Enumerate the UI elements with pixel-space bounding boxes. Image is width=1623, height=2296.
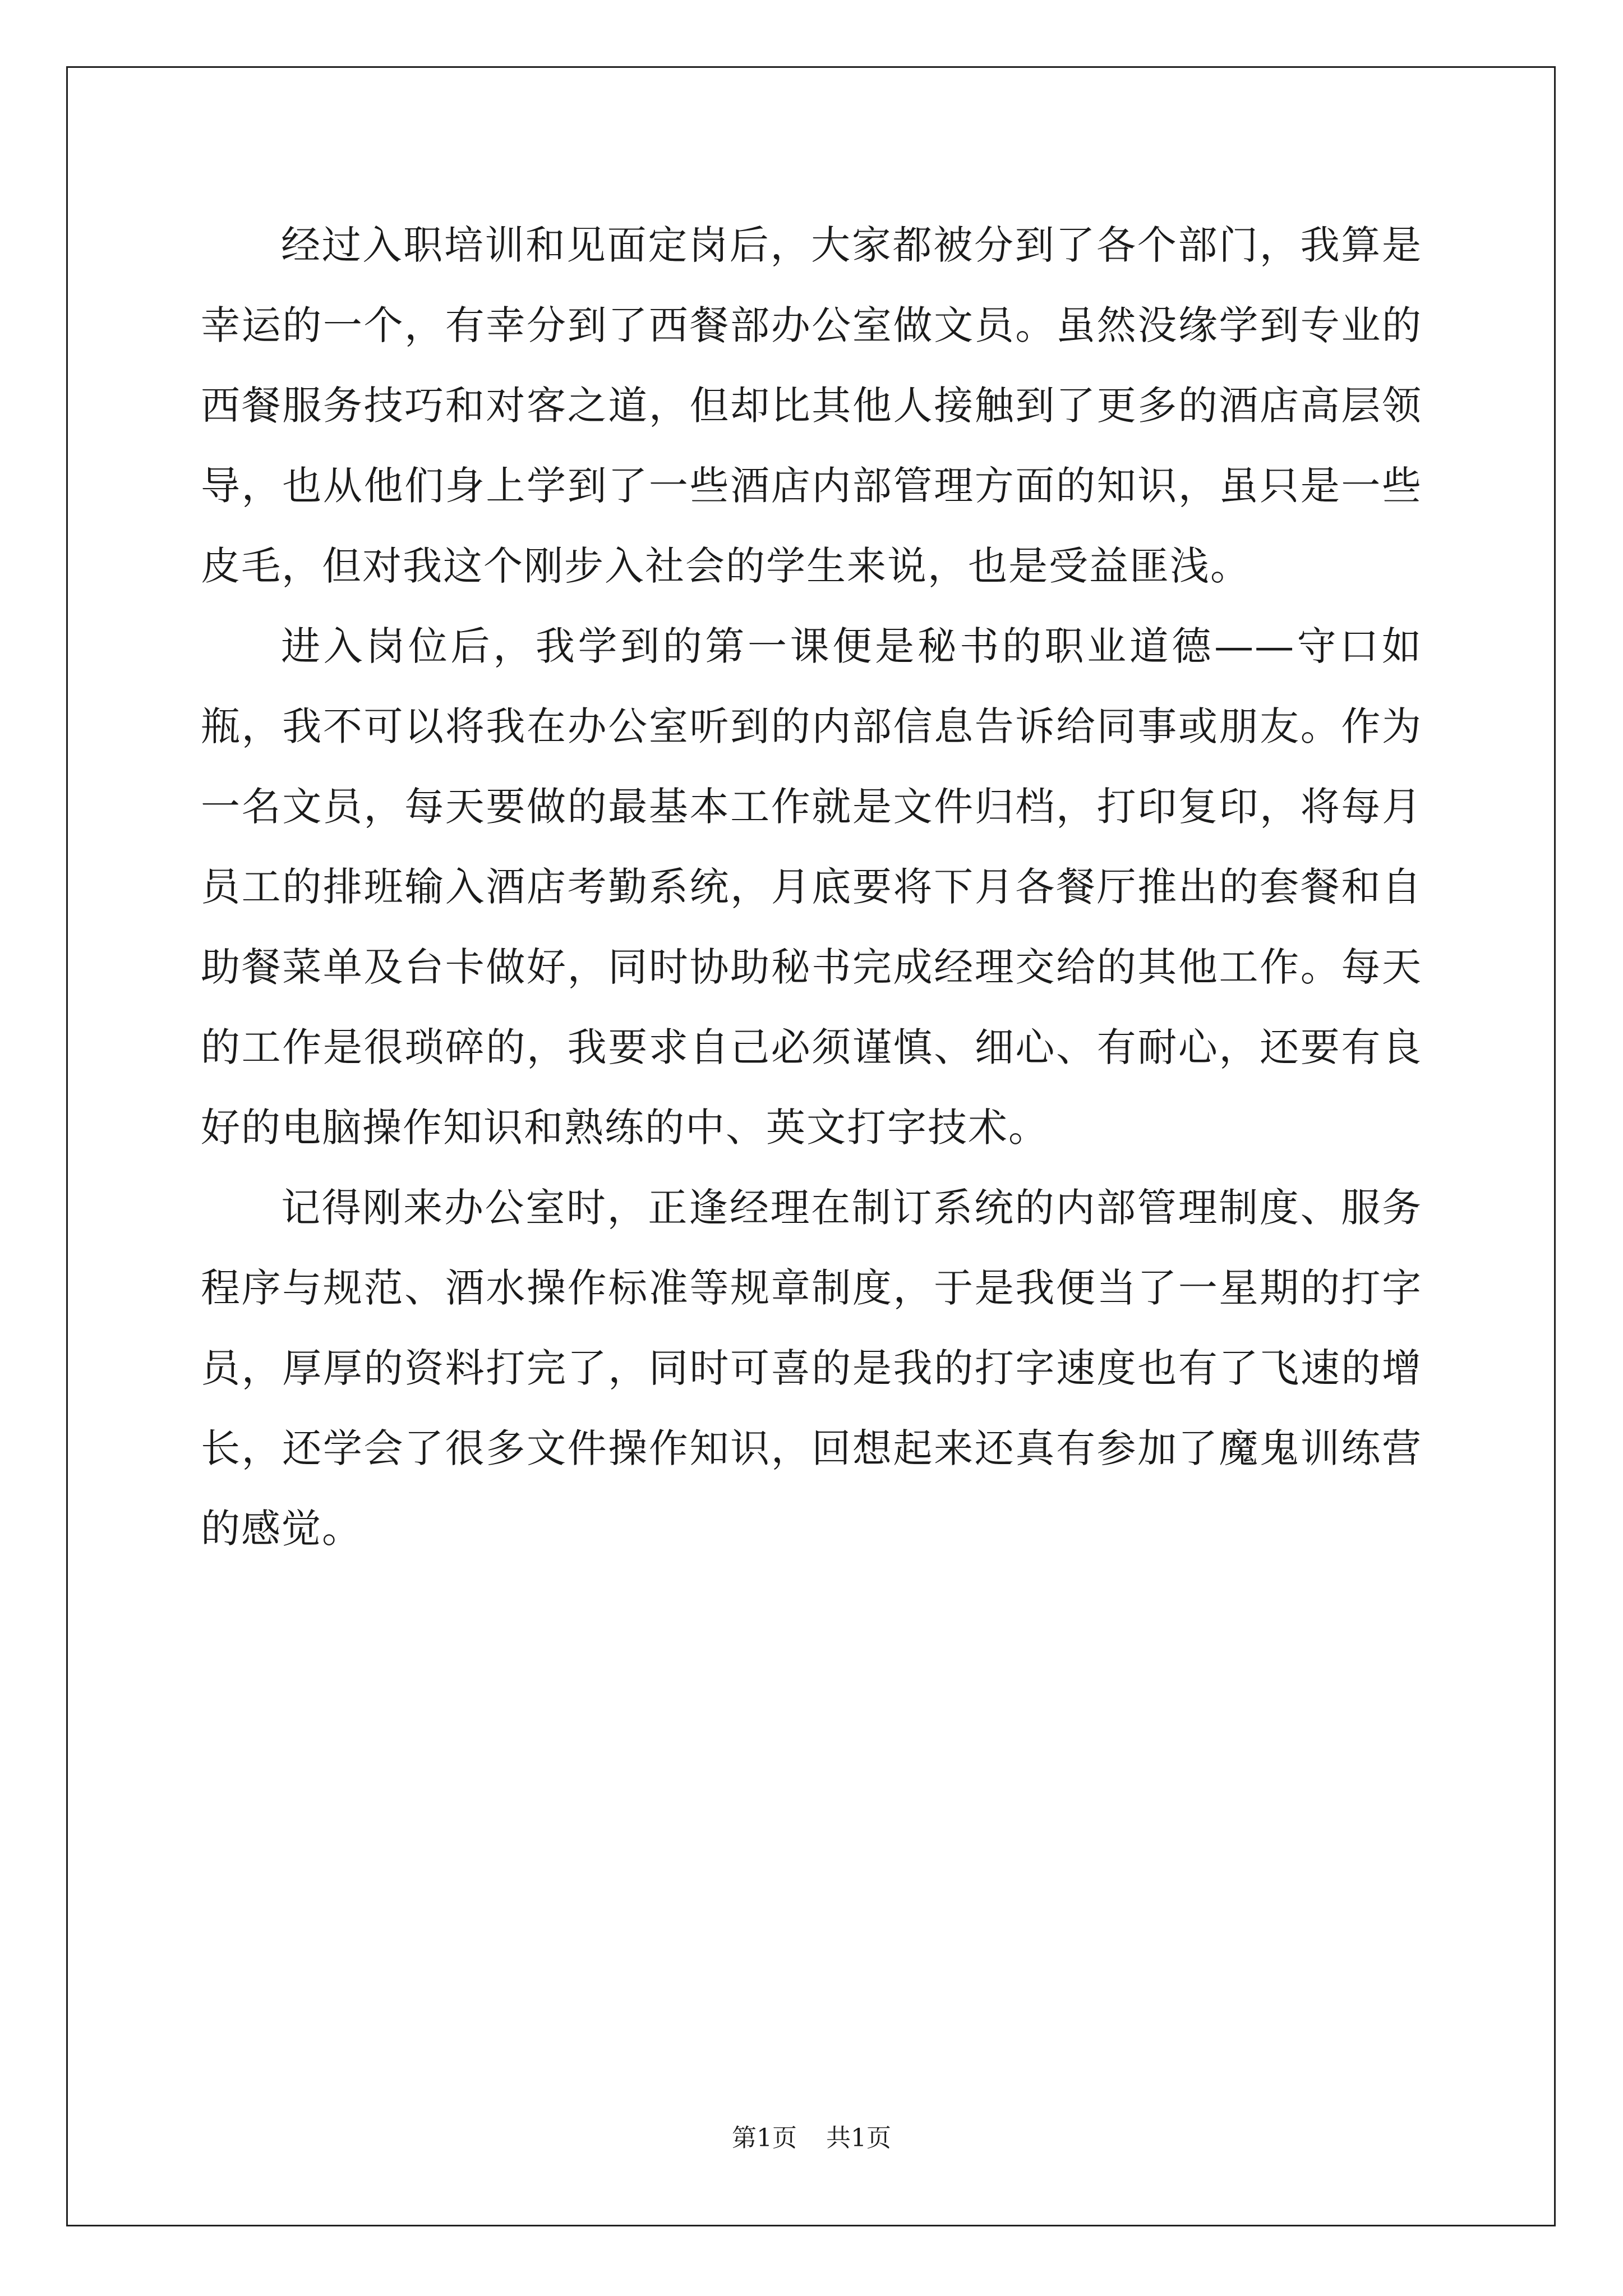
paragraph-2: 进入岗位后，我学到的第一课便是秘书的职业道德——守口如瓶，我不可以将我在办公室听到的内部信息告诉给同事或朋友。作为一名文员，每天要做的最基本工作就是文件归档，打印复印，将每月员工的排班输入酒店考勤系统，月底要将下月各餐厅推出的套餐和自助餐菜单及台卡做好，同时协助秘书完成经理交给的其他工作。每天的工作是很琐碎的，我要求自己必须谨慎、细心、有耐心，还要有良好的电脑操作知识和熟练的中、英文打字技术。 <box>201 623 1422 1151</box>
page-number: 第1页 <box>732 2124 797 2152</box>
page-footer <box>0 2122 1623 2155</box>
page-total: 共1页 <box>826 2124 891 2152</box>
paragraph-1: 经过入职培训和见面定岗后，大家都被分到了各个部门，我算是幸运的一个，有幸分到了西餐部办公室做文员。虽然没缘学到专业的西餐服务技巧和对客之道，但却比其他人接触到了更多的酒店高层领导，也从他们身上学到了一些酒店内部管理方面的知识，虽只是一些皮毛，但对我这个刚步入社会的学生来说，也是受益匪浅。 <box>201 222 1422 589</box>
paragraph-3: 记得刚来办公室时，正逢经理在制订系统的内部管理制度、服务程序与规范、酒水操作标准等规章制度，于是我便当了一星期的打字员，厚厚的资料打完了，同时可喜的是我的打字速度也有了飞速的增长，还学会了很多文件操作知识，回想起来还真有参加了魔鬼训练营的感觉。 <box>201 1185 1422 1552</box>
document-body <box>201 205 1422 1569</box>
